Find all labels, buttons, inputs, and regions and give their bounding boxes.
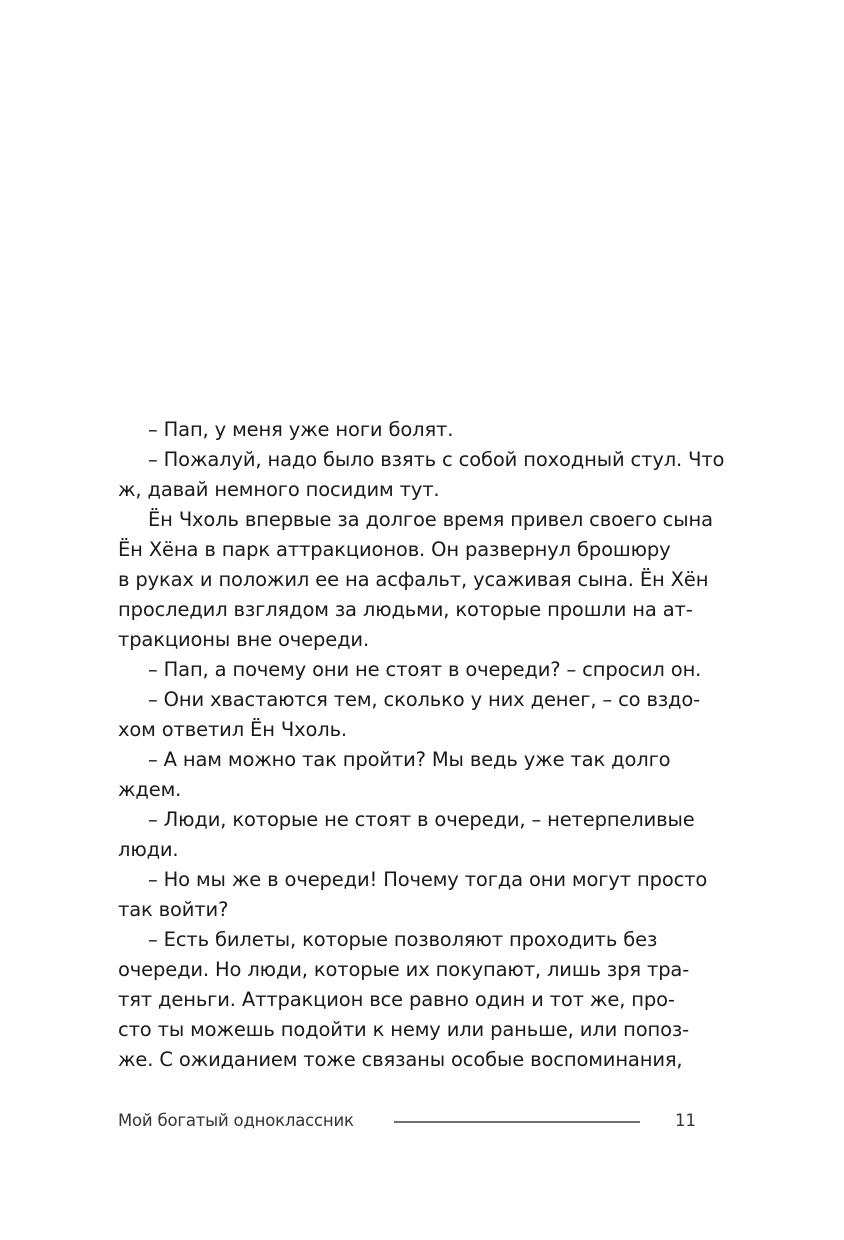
text-line: Ён Чхоль впервые за долгое время привел своего сына	[148, 508, 713, 531]
running-footer-title: Мой богатый одноклассник	[118, 1111, 354, 1130]
footer-divider	[394, 1121, 640, 1123]
page-number: 11	[675, 1111, 696, 1130]
text-line: – Они хвастаются тем, сколько у них денег, – со вздо-	[148, 688, 701, 711]
text-line: – А нам можно так пройти? Мы ведь уже так долго	[148, 748, 671, 771]
text-line: сто ты можешь подойти к нему или раньше, или попоз-	[118, 1018, 690, 1041]
page-body-text	[118, 415, 725, 1075]
text-line: проследил взглядом за людьми, которые прошли на ат-	[118, 598, 693, 621]
text-line: очереди. Но люди, которые их покупают, лишь зря тра-	[118, 958, 690, 981]
text-line: – Но мы же в очереди! Почему тогда они могут просто	[148, 868, 708, 891]
text-line: – Пап, у меня уже ноги болят.	[148, 418, 454, 441]
text-line: так войти?	[118, 898, 229, 921]
text-line: – Есть билеты, которые позволяют проходить без	[148, 928, 658, 951]
page-footer	[118, 1106, 698, 1136]
text-line: в руках и положил ее на асфальт, усаживая сына. Ён Хён	[118, 568, 709, 591]
text-line: тят деньги. Аттракцион все равно один и тот же, про-	[118, 988, 675, 1011]
text-line: ж, давай немного посидим тут.	[118, 478, 440, 501]
text-line: – Люди, которые не стоят в очереди, – нетерпеливые	[148, 808, 695, 831]
text-line: люди.	[118, 838, 179, 861]
text-line: хом ответил Ён Чхоль.	[118, 718, 347, 741]
text-line: – Пожалуй, надо было взять с собой походный стул. Что	[148, 448, 725, 471]
text-line: – Пап, а почему они не стоят в очереди? – спросил он.	[148, 658, 702, 681]
text-line: ждем.	[118, 778, 182, 801]
text-line: Ён Хёна в парк аттракционов. Он развернул брошюру	[118, 538, 671, 561]
text-line: же. С ожиданием тоже связаны особые воспоминания,	[118, 1048, 683, 1071]
text-line: тракционы вне очереди.	[118, 628, 369, 651]
